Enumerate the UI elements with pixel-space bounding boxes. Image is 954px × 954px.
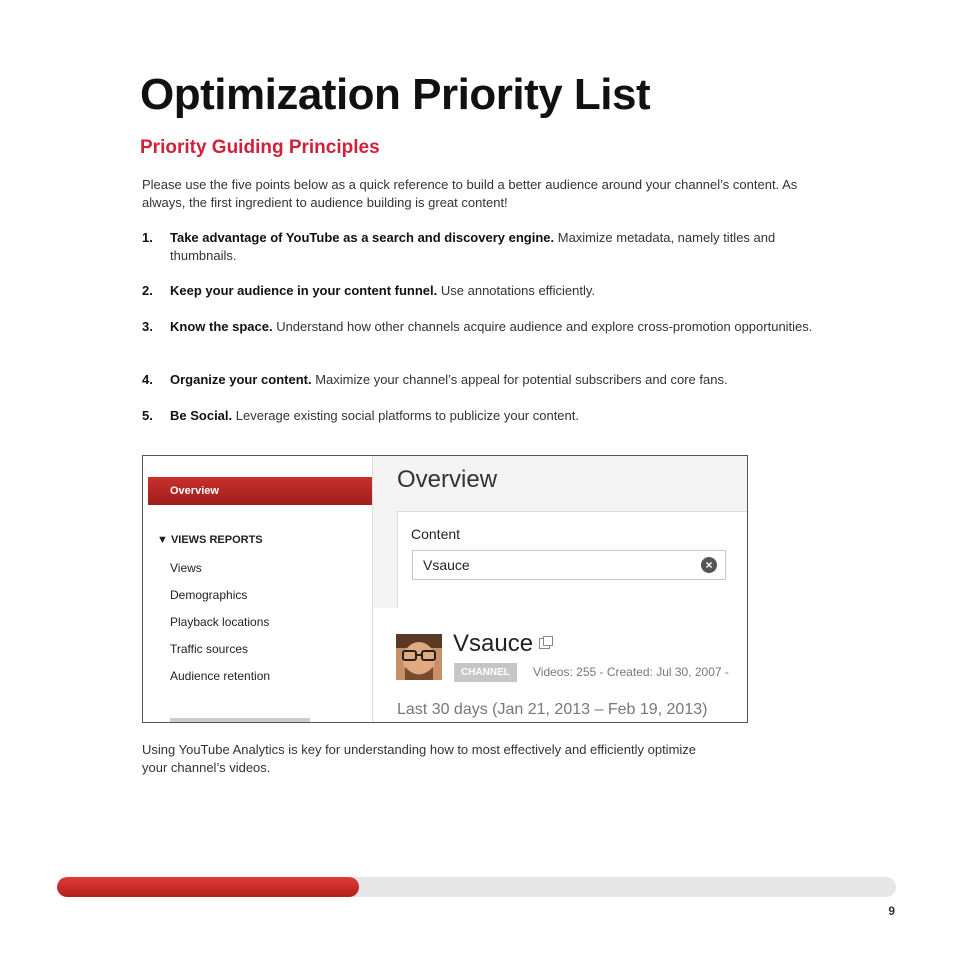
section-subtitle: Priority Guiding Principles [140,137,380,158]
principle-text: Maximize your channel’s appeal for potential subscribers and core fans. [311,372,728,387]
page-number: 9 [888,904,895,918]
principle-text: Maximize metadata, namely titles and thumbnails. [170,230,776,263]
principle-number: 5. [142,408,153,423]
principle-number: 2. [142,283,153,298]
avatar-image [396,634,442,680]
principle-number: 4. [142,372,153,387]
sidebar-item-overview[interactable]: Overview [148,477,372,505]
analytics-screenshot [142,455,748,723]
principle-number: 1. [142,230,153,245]
sidebar-cutoff [170,718,310,722]
principle-number: 3. [142,319,153,334]
external-link-icon[interactable] [539,638,550,649]
principle-heading: Organize your content. [170,372,312,387]
channel-meta: Videos: 255 - Created: Jul 30, 2007 - [533,665,729,679]
channel-avatar [396,634,442,680]
sidebar-item-playback-locations[interactable]: Playback locations [170,615,270,629]
principle-item [142,318,822,336]
principle-text: Leverage existing social platforms to publicize your content. [232,408,579,423]
principle-item [142,371,822,389]
screenshot-caption: Using YouTube Analytics is key for understanding how to most effectively and efficiently optimize your channel’s videos. [142,742,697,775]
sidebar-section-views-reports[interactable]: ▼ VIEWS REPORTS [157,534,263,546]
principle-heading: Keep your audience in your content funnel. [170,283,438,298]
sidebar-item-views[interactable]: Views [170,561,202,575]
page-title: Optimization Priority List [140,70,651,119]
content-label: Content [411,526,461,542]
principle-item [142,282,822,300]
channel-badge: CHANNEL [454,663,517,682]
clear-icon[interactable]: × [701,557,717,573]
channel-panel [373,608,748,722]
analytics-main [372,456,748,722]
sidebar-item-audience-retention[interactable]: Audience retention [170,669,271,683]
principle-text: Use annotations efficiently. [437,283,596,298]
principle-item [142,229,822,265]
principle-heading: Take advantage of YouTube as a search and discovery engine. [170,230,555,245]
principle-item [142,407,822,425]
channel-name[interactable]: Vsauce [453,630,534,657]
content-search-input[interactable] [412,550,726,580]
sidebar-item-demographics[interactable]: Demographics [170,588,248,602]
analytics-sidebar [143,456,372,722]
progress-bar [57,877,896,897]
progress-bar-fill [57,877,359,897]
intro-paragraph: Please use the five points below as a quick reference to build a better audience around your channel’s content. As always, the first ingredient to audience building is great content! [142,177,798,210]
principle-text: Understand how other channels acquire audience and explore cross-promotion opportunities. [272,319,813,334]
overview-title: Overview [397,466,498,493]
content-panel [397,511,748,611]
principle-heading: Know the space. [170,319,273,334]
date-range: Last 30 days (Jan 21, 2013 – Feb 19, 2013) [397,701,708,718]
principle-heading: Be Social. [170,408,233,423]
sidebar-item-traffic-sources[interactable]: Traffic sources [170,642,249,656]
